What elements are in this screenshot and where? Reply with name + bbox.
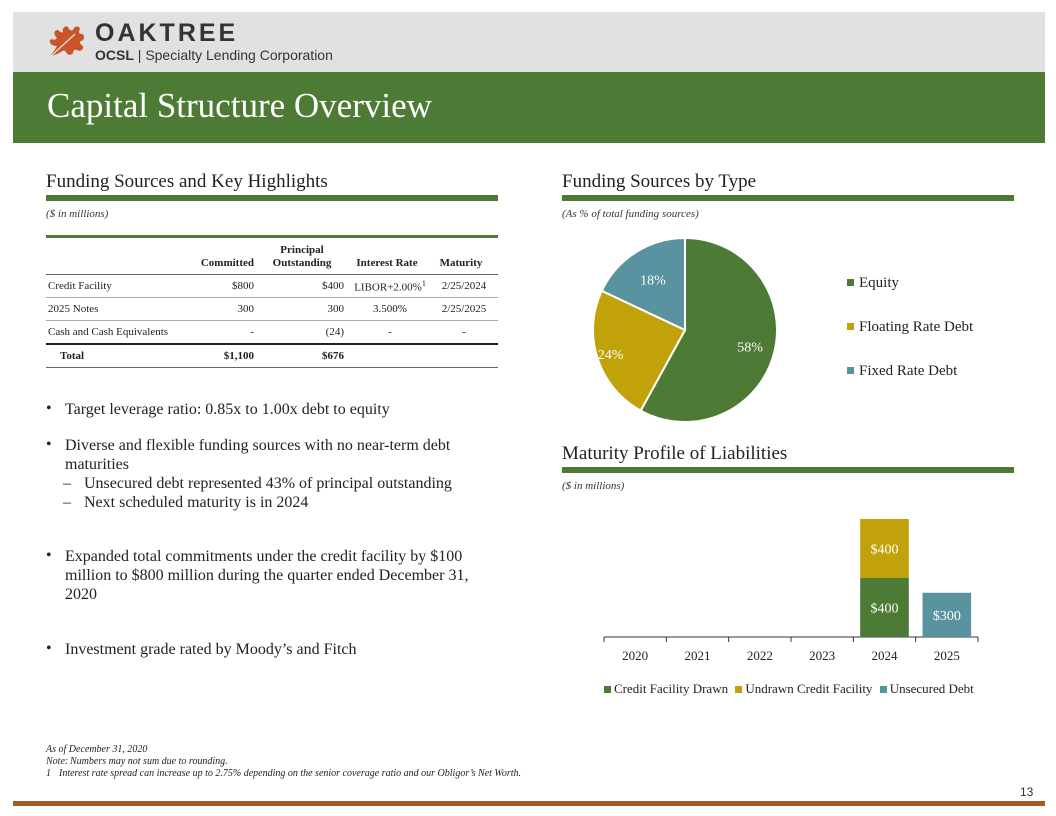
table-header-row [46,237,498,275]
table-total-row [46,344,498,368]
pie-data-label: 18% [640,273,666,289]
pie-legend-item [847,363,957,380]
maturity-cell: 2/25/2024 [430,275,498,298]
legend-label: Equity [859,275,899,291]
x-tick-label: 2025 [933,648,960,663]
table-header: Committed [196,237,260,275]
page-title: Capital Structure Overview [47,86,432,125]
rate-footnote-marker: 1 [421,278,426,288]
table-header [46,237,196,275]
table-header: Interest Rate [350,237,430,275]
sub-bullet-item [65,493,516,512]
row-name: 2025 Notes [46,298,196,321]
row-name: Credit Facility [46,275,196,298]
maturity-bar-chart [590,495,1010,675]
maturity-profile-title: Maturity Profile of Liabilities [562,443,788,464]
committed-cell: - [196,321,260,345]
bullet-item [46,640,516,659]
legend-label: Credit Facility Drawn [614,681,729,696]
footnote-marker: 1 [46,768,51,779]
total-maturity-empty [430,344,498,368]
rate-value: LIBOR+2.00% [354,281,422,294]
total-label: Total [46,344,196,368]
pie-legend-item [847,319,973,336]
bar-legend [604,681,978,697]
x-tick-label: 2020 [622,648,649,663]
pie-data-label: 24% [597,348,624,364]
footnote-text: Interest rate spread can increase up to 2.75% depending on the senior coverage ratio and our Obligor’s Net Worth. [59,768,521,779]
page-number: 13 [1020,785,1034,799]
total-rate-empty [350,344,430,368]
legend-swatch-icon [847,279,854,286]
maturity-cell: - [430,321,498,345]
legend-swatch-icon [604,686,611,693]
table-header: Principal Outstanding [260,237,350,275]
legend-swatch-icon [847,323,854,330]
x-tick-label: 2024 [871,648,898,663]
pie-data-label: 58% [737,340,763,356]
title-banner [13,72,1045,143]
bullet-dot-icon: • [46,547,52,564]
funding-sources-table [46,235,498,368]
rounding-note [46,756,521,768]
bar-data-label: $300 [932,608,961,624]
outstanding-cell: (24) [260,321,350,345]
section-rule [562,195,1014,201]
row-name: Cash and Cash Equivalents [46,321,196,345]
funding-sources-note: ($ in millions) [46,208,109,220]
oak-leaf-logo-icon [45,22,89,62]
bullet-dot-icon: • [46,400,52,417]
sub-bullet-text: Next scheduled maturity is in 2024 [84,494,309,511]
legend-label: Undrawn Credit Facility [745,681,873,696]
bar-legend-item [880,681,974,697]
legend-label: Floating Rate Debt [859,319,974,335]
sub-bullet-item [65,474,516,493]
brand-name: OAKTREE [95,19,239,47]
rate-cell [350,275,430,298]
highlights-list [46,400,516,659]
bullet-item [46,547,516,604]
separator: | [137,47,142,63]
note-text: Numbers may not sum due to rounding. [70,756,228,767]
note-label: Note: [46,756,69,767]
as-of-date: As of December 31, 2020 [46,744,148,755]
table-row [46,321,498,345]
section-rule [562,467,1014,473]
legend-label: Unsecured Debt [889,681,974,696]
sub-bullet-text: Unsecured debt represented 43% of principal outstanding [84,475,452,492]
legend-swatch-icon [847,367,854,374]
company-subtitle [95,47,333,63]
dash-icon: – [63,475,71,492]
committed-cell: $800 [196,275,260,298]
funding-sources-title: Funding Sources and Key Highlights [46,171,328,192]
outstanding-cell: $400 [260,275,350,298]
committed-cell: 300 [196,298,260,321]
funding-pie-chart [585,230,785,430]
legend-swatch-icon [880,686,887,693]
maturity-cell: 2/25/2025 [430,298,498,321]
bullet-text: Target leverage ratio: 0.85x to 1.00x debt to equity [65,401,390,418]
bar-data-label: $400 [870,542,899,558]
bullet-item [46,436,516,512]
outstanding-cell: 300 [260,298,350,321]
ticker: OCSL [95,47,134,63]
bar-legend-item [735,681,872,697]
x-tick-label: 2022 [746,648,773,663]
rate-cell: - [350,321,430,345]
x-tick-label: 2021 [684,648,711,663]
bar-data-label: $400 [870,601,899,617]
pie-legend-item [847,275,899,292]
bullet-text: Investment grade rated by Moody’s and Fitch [65,641,357,658]
dash-icon: – [63,494,71,511]
rate-cell: 3.500% [350,298,430,321]
table-row [46,298,498,321]
total-outstanding: $676 [260,344,350,368]
bullet-item [46,400,516,419]
section-rule [46,195,498,201]
bullet-dot-icon: • [46,436,52,453]
table-header: Maturity [430,237,498,275]
bullet-text: Expanded total commitments under the credit facility by $100 million to $800 million during the quarter ended December 31, 2020 [65,548,469,603]
bullet-text: Diverse and flexible funding sources with no near-term debt maturities [65,437,451,473]
funding-by-type-note: (As % of total funding sources) [562,208,699,220]
legend-label: Fixed Rate Debt [859,363,958,379]
footnote-1 [46,768,521,780]
bullet-dot-icon: • [46,640,52,657]
table-row [46,275,498,298]
bar-legend-item [604,681,728,697]
maturity-profile-note: ($ in millions) [562,480,625,492]
footnotes [46,744,521,780]
footer-rule [13,801,1045,806]
total-committed: $1,100 [196,344,260,368]
header-bar [13,12,1045,72]
funding-by-type-title: Funding Sources by Type [562,171,757,192]
company-name: Specialty Lending Corporation [145,47,333,63]
x-tick-label: 2023 [809,648,836,663]
legend-swatch-icon [735,686,742,693]
